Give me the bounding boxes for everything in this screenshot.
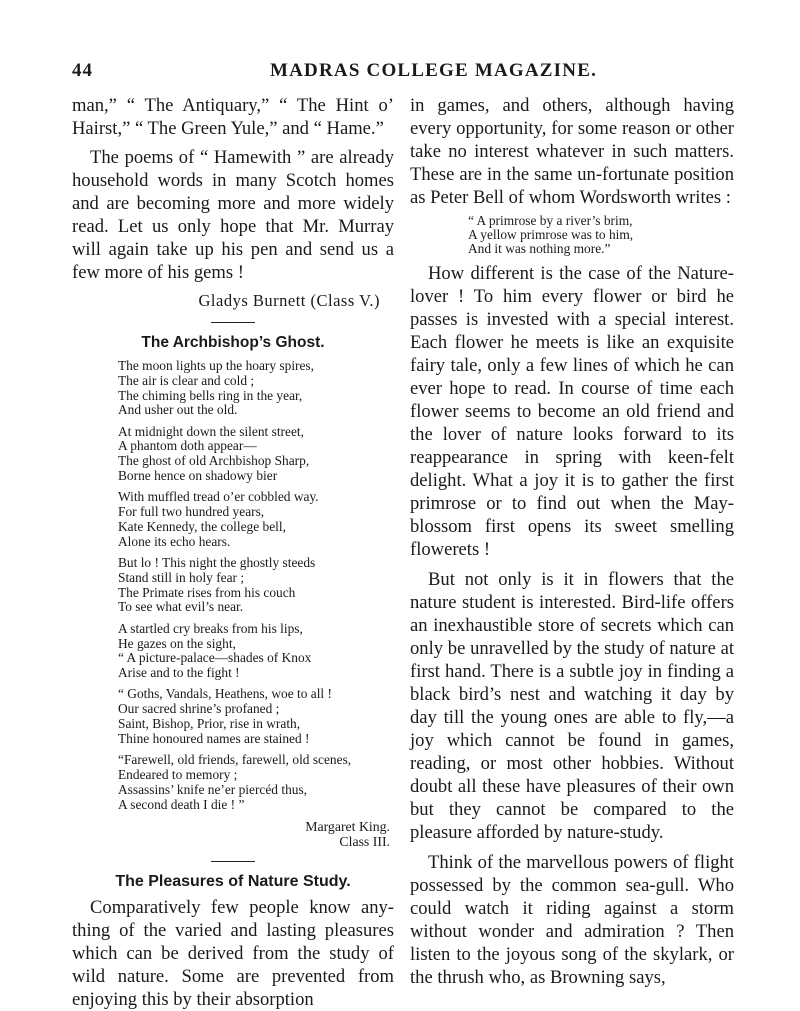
wordsworth-quote: [468, 214, 734, 256]
signature-margaret-king: Margaret King. Class III.: [305, 818, 390, 849]
poem-archbishops-ghost: [118, 359, 394, 812]
page-number: 44: [72, 60, 93, 81]
right-paragraph-4: Think of the marvellous powers of flight possessed by the common sea-gull. Who could watch it riding against a storm without wonder and admiration ? Then listen to the joyous song of the skylark, or the thrush who, as Browning says,: [410, 852, 734, 988]
right-paragraph-2: How different is the case of the Nature-lover ! To him every flower or bird he passes is invested with a special interest. Each flower he meets is like an exquisite fairy tale, only a few lines of which he can ever hope to read. In course of time each flower seems to become an old friend and the lover of nature looks forward to its reappearance in spring with keen-felt delight. What a joy it is to gather the first primrose or to find out when the May-blossom first opens its sweet smelling flowerets !: [410, 263, 734, 560]
poem-title: The Archbishop’s Ghost.: [141, 334, 325, 351]
signature-gladys-burnett: Gladys Burnett (Class V.): [198, 291, 380, 310]
section-title: The Pleasures of Nature Study.: [115, 872, 351, 890]
poem-stanza: At midnight down the silent street, A phantom doth appear— The ghost of old Archbishop Sharp, Borne hence on shadowy bier: [118, 423, 310, 484]
poem-stanza: But lo ! This night the ghostly steeds Stand still in holy fear ; The Primate rises from his couch To see what evil’s near.: [118, 555, 316, 615]
quote-line: A yellow primrose was to him,: [468, 227, 634, 242]
nature-paragraph: Comparatively few people know any-thing of the varied and lasting pleasures which can be derived from the study of wild nature. Some are prevented from enjoying this by their absorption: [72, 896, 394, 1010]
poem-stanza: “ Goths, Vandals, Heathens, woe to all ! Our sacred shrine’s profaned ; Saint, Bishop, Prior, rise in wrath, Thine honoured names are stained !: [118, 686, 332, 746]
right-column: [410, 94, 734, 989]
intro-paragraph: man,” “ The Antiquary,” “ The Hint o’ Hairst,” “ The Green Yule,” and “ Hame.”: [72, 95, 394, 139]
divider-short: [211, 322, 255, 323]
poem-stanza: “Farewell, old friends, farewell, old scenes, Endeared to memory ; Assassins’ knife ne’er piercéd thus, A second death I die ! ”: [118, 752, 352, 812]
quote-line: “ A primrose by a river’s brim,: [468, 213, 633, 228]
poem-stanza: The moon lights up the hoary spires, The air is clear and cold ; The chiming bells ring in the year, And usher out the old.: [118, 358, 314, 418]
page-header: [72, 60, 732, 84]
poem-stanza: With muffled tread o’er cobbled way. For full two hundred years, Kate Kennedy, the college bell, Alone its echo hears.: [118, 489, 319, 549]
hamewith-paragraph: The poems of “ Hamewith ” are already household words in many Scotch homes and are becoming more and more widely read. Let us only hope that Mr. Murray will again take up his pen and send us a few more of his gems !: [72, 147, 394, 283]
right-paragraph-1: in games, and others, although having every opportunity, for some reason or other take no interest whatever in such matters. These are in the same un-fortunate position as Peter Bell of whom Wordsworth writes :: [410, 95, 734, 208]
left-column: [72, 94, 394, 1011]
divider-short: [211, 861, 255, 862]
magazine-title: MADRAS COLLEGE MAGAZINE.: [270, 60, 598, 81]
right-paragraph-3: But not only is it in flowers that the nature student is interested. Bird-life offers an inexhaustible store of secrets which can only be unravelled by the study of nature at first hand. There is a subtle joy in finding a black bird’s nest and watching it day by day till the young ones are able to fly,—a joy which cannot be found in games, reading, or most other hobbies. Without doubt all these have pleasures of their own but they cannot be compared to the pleasure afforded by nature-study.: [410, 569, 734, 843]
poem-stanza: A startled cry breaks from his lips, He gazes on the sight, “ A picture-palace—shades of Knox Arise and to the fight !: [118, 620, 312, 681]
quote-line: And it was nothing more.”: [468, 241, 611, 256]
